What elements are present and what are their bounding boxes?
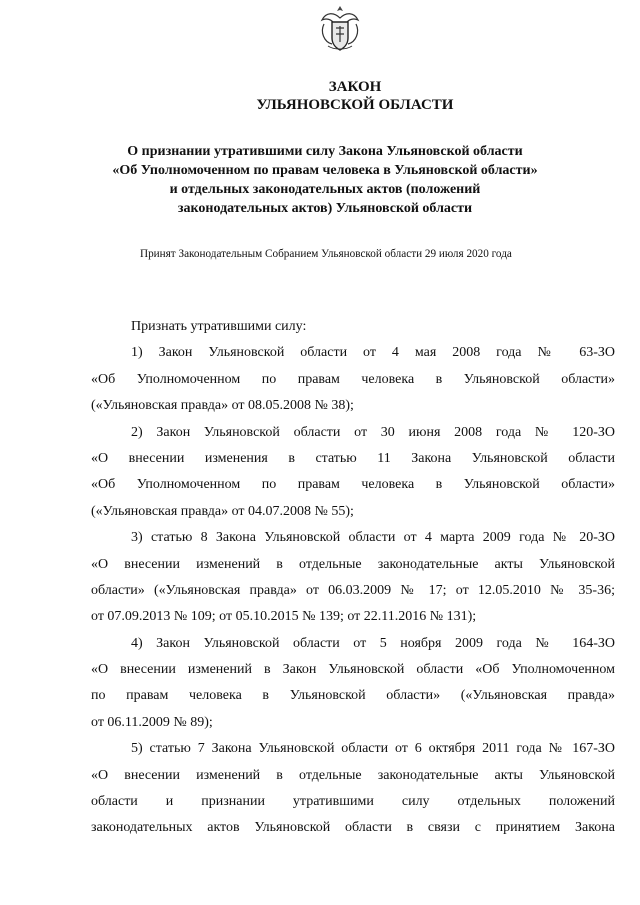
subject-line: «Об Уполномоченном по правам человека в Ульяновской области» (112, 163, 538, 178)
coat-of-arms-icon (318, 4, 362, 54)
item-3-line: от 07.09.2013 № 109; от 05.10.2015 № 139; от 22.11.2016 № 131); (91, 609, 477, 625)
item-5-line: «О внесении изменений в отдельные законодательные акты Ульяновской (91, 767, 615, 783)
adoption-note: Принят Законодательным Собранием Ульяновской области 29 июля 2020 года (140, 248, 512, 260)
item-4-line: от 06.11.2009 № 89); (91, 714, 213, 730)
item-1-line: 1) Закон Ульяновской области от 4 мая 2008 года № 63-ЗО (131, 345, 615, 361)
item-3-line: «О внесении изменений в отдельные законодательные акты Ульяновской (91, 556, 615, 572)
item-1-line: «Об Уполномоченном по правам человека в Ульяновской области» (91, 371, 615, 387)
subject-line: законодательных актов) Ульяновской области (177, 201, 473, 216)
item-2-line: («Ульяновская правда» от 04.07.2008 № 55); (91, 503, 354, 519)
item-4-line: «О внесении изменений в Закон Ульяновской области «Об Уполномоченном (91, 662, 615, 678)
item-5-line: области и признании утратившими силу отдельных положений (91, 794, 615, 810)
item-4-line: 4) Закон Ульяновской области от 5 ноября 2009 года № 164-ЗО (131, 635, 615, 651)
region-heading: УЛЬЯНОВСКОЙ ОБЛАСТИ (256, 97, 454, 113)
body-intro: Признать утратившими силу: (131, 319, 307, 334)
item-2-line: «О внесении изменения в статью 11 Закона Ульяновской области (91, 450, 615, 466)
subject-line: О признании утратившими силу Закона Ульяновской области (127, 144, 523, 159)
item-3-line: области» («Ульяновская правда» от 06.03.2009 № 17; от 12.05.2010 № 35-36; (91, 582, 615, 598)
item-2-line: «Об Уполномоченном по правам человека в Ульяновской области» (91, 477, 615, 493)
law-body (91, 314, 615, 842)
item-1-line: («Ульяновская правда» от 08.05.2008 № 38); (91, 398, 354, 414)
subject-line: и отдельных законодательных актов (положений (169, 182, 481, 197)
item-5-line: законодательных актов Ульяновской области в связи с принятием Закона (91, 820, 615, 836)
item-3-line: 3) статью 8 Закона Ульяновской области от 4 марта 2009 года № 20-ЗО (131, 530, 615, 546)
item-5-line: 5) статью 7 Закона Ульяновской области от 6 октября 2011 года № 167-ЗО (131, 741, 615, 757)
law-subject-title (90, 142, 560, 218)
item-2-line: 2) Закон Ульяновской области от 30 июня 2008 года № 120-ЗО (131, 424, 615, 440)
item-4-line: по правам человека в Ульяновской области» («Ульяновская правда» (91, 688, 615, 704)
law-heading: ЗАКОН (328, 79, 382, 95)
